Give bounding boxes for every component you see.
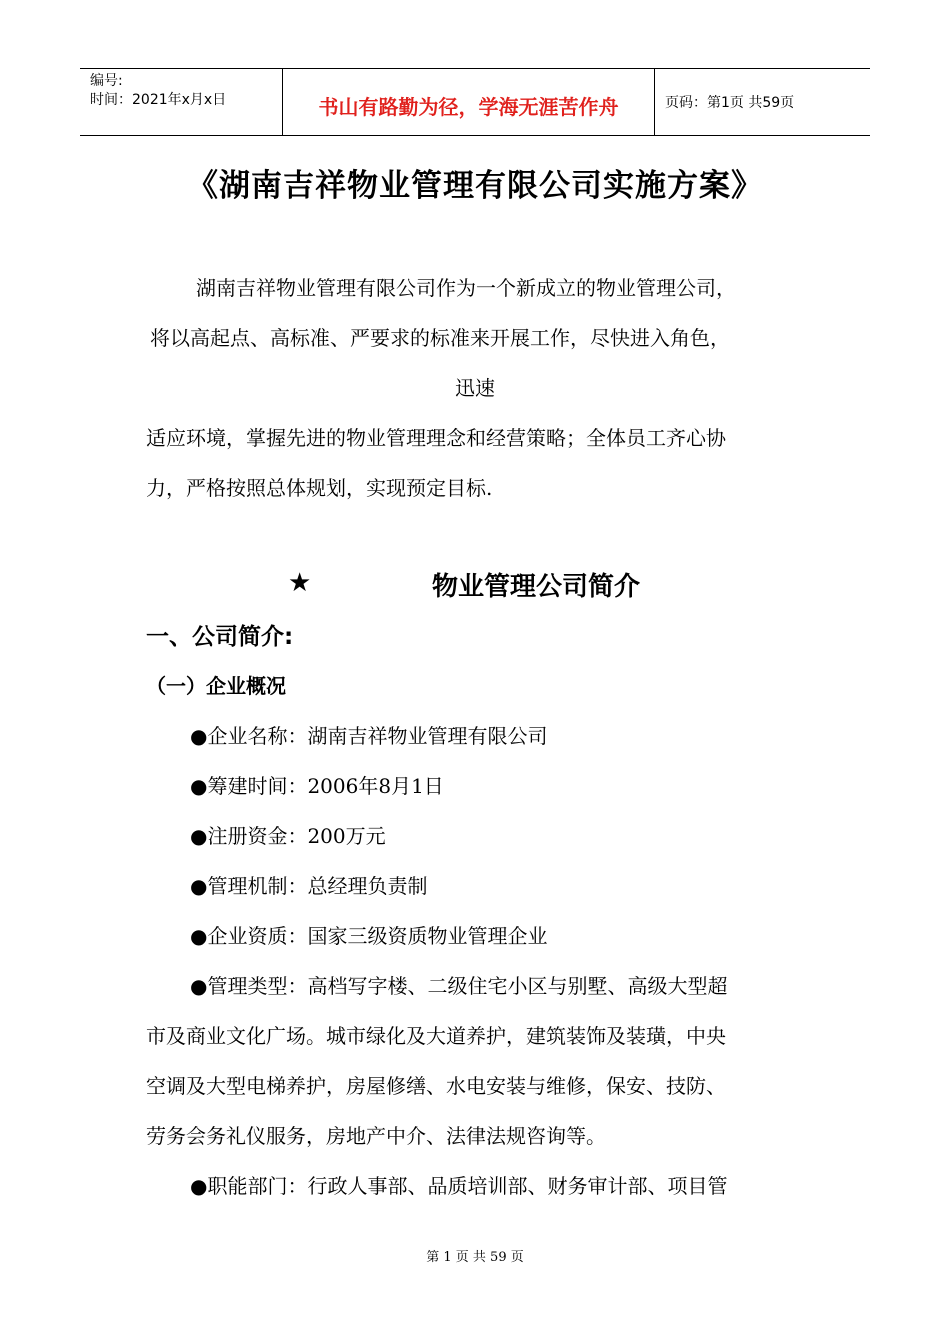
bullet-types-line-1: ●管理类型：高档写字楼、二级住宅小区与别墅、高级大型超	[190, 974, 728, 998]
intro-line-1: 湖南吉祥物业管理有限公司作为一个新成立的物业管理公司，	[196, 276, 736, 300]
intro-line-3: 迅速	[455, 376, 495, 400]
document-time-label: 时间：2021年x月x日	[90, 92, 227, 108]
intro-line-5: 力，严格按照总体规划，实现预定目标.	[146, 476, 493, 500]
heading-company-intro: 一、公司简介:	[146, 624, 294, 650]
bullet-company-name: ●企业名称：湖南吉祥物业管理有限公司	[190, 724, 548, 748]
bullet-mechanism: ●管理机制：总经理负责制	[190, 874, 428, 898]
star-icon: ★	[288, 568, 312, 598]
heading-company-overview: （一）企业概况	[146, 674, 286, 698]
bullet-departments-line-1: ●职能部门：行政人事部、品质培训部、财务审计部、项目管	[190, 1174, 728, 1198]
header-meta-cell	[80, 69, 282, 135]
header-motto: 书山有路勤为径，学海无涯苦作舟	[282, 69, 655, 135]
bullet-types-line-4: 劳务会务礼仪服务，房地产中介、法律法规咨询等。	[146, 1124, 606, 1148]
bullet-founded: ●筹建时间：2006年8月1日	[190, 774, 444, 798]
header-table	[80, 68, 870, 136]
bullet-capital: ●注册资金：200万元	[190, 824, 386, 848]
intro-line-2: 将以高起点、高标准、严要求的标准来开展工作，尽快进入角色，	[150, 326, 730, 350]
document-title: 《湖南吉祥物业管理有限公司实施方案》	[187, 168, 763, 204]
intro-line-4: 适应环境，掌握先进的物业管理理念和经营策略；全体员工齐心协	[146, 426, 726, 450]
section-heading: 物业管理公司简介	[432, 572, 641, 602]
bullet-types-line-3: 空调及大型电梯养护，房屋修缮、水电安装与维修，保安、技防、	[146, 1074, 726, 1098]
bullet-types-line-2: 市及商业文化广场。城市绿化及大道养护，建筑装饰及装璜，中央	[146, 1024, 726, 1048]
header-page-info: 页码：第1页 共59页	[665, 95, 795, 111]
document-number-label: 编号:	[90, 73, 123, 89]
bullet-qualification: ●企业资质：国家三级资质物业管理企业	[190, 924, 548, 948]
page-footer: 第 1 页 共 59 页	[426, 1250, 524, 1265]
